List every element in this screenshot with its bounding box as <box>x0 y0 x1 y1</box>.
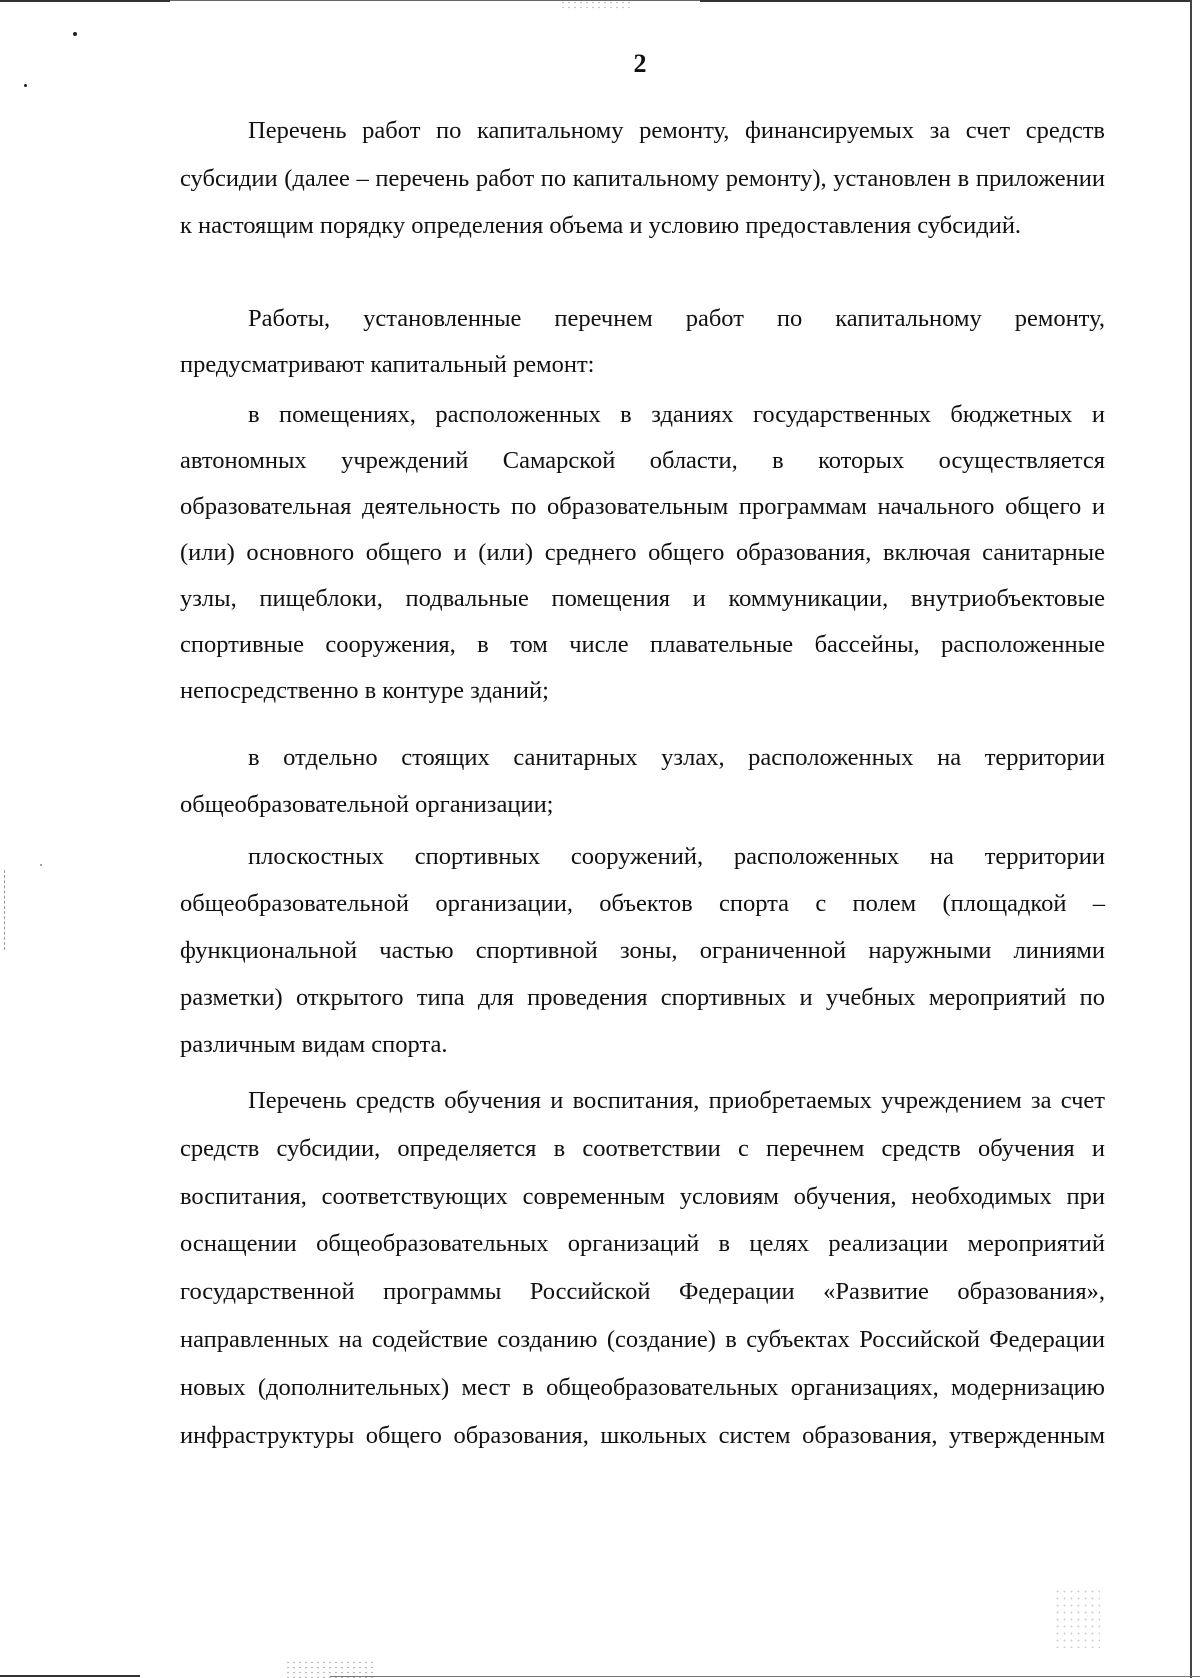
scan-edge-top-right <box>700 0 1190 2</box>
scan-speck <box>24 84 27 87</box>
paragraph-3: в помещениях, расположенных в зданиях государственных бюджетных и автономных учреждений Самарской области, в которых осуществляется образовательная деятельность по образовательным программам начального общего и (или) основного общего и (или) среднего общего образования, включая санитарные узлы, пищеблоки, подвальные помещения и коммуникации, внутриобъектовые спортивные сооружения, в том числе плавательные бассейны, расположенные непосредственно в контуре зданий; <box>180 401 1105 704</box>
paragraph-6: Перечень средств обучения и воспитания, приобретаемых учреждением за счет средств субсидии, определяется в соответствии с перечнем средств обучения и воспитания, соответствующих современным условиям обучения, необходимых при оснащении общеобразовательных организаций в целях реализации мероприятий государственной программы Российской Федерации «Развитие образования», направленных на содействие созданию (создание) в субъектах Российской Федерации новых (дополнительных) мест в общеобразовательных организациях, модернизацию инфраструктуры общего образования, школьных систем образования, утвержденным <box>180 1087 1105 1449</box>
paragraph-5: плоскостных спортивных сооружений, расположенных на территории общеобразовательной организации, объектов спорта с полем (площадкой – функциональной частью спортивной зоны, ограниченной наружными линиями разметки) открытого типа для проведения спортивных и учебных мероприятий по различным видам спорта. <box>180 843 1105 1058</box>
scan-noise <box>285 1660 375 1678</box>
scan-edge-right <box>1190 0 1192 1678</box>
scan-edge-top-left <box>0 0 170 2</box>
scan-edge-bottom-left <box>0 1675 140 1677</box>
page-number: 2 <box>633 49 647 78</box>
scan-speck <box>73 32 77 36</box>
scan-noise <box>560 0 630 10</box>
scan-noise <box>1054 1588 1100 1648</box>
paragraph-6-block <box>180 1077 1105 1459</box>
paragraph-4-block <box>180 734 1105 828</box>
paragraph-3-block <box>180 392 1105 714</box>
paragraph-2: Работы, установленные перечнем работ по капитальному ремонту, предусматривают капитальный ремонт: <box>180 305 1105 378</box>
scan-edge-left-dash <box>4 870 6 950</box>
paragraph-5-block <box>180 833 1105 1068</box>
scan-edge-bottom-right <box>330 1676 1200 1677</box>
paragraph-4: в отдельно стоящих санитарных узлах, расположенных на территории общеобразовательной организации; <box>180 744 1105 818</box>
paragraph-1: Перечень работ по капитальному ремонту, финансируемых за счет средств субсидии (далее – перечень работ по капитальному ремонту), установлен в приложении к настоящим порядку определения объема и условию предоставления субсидий. <box>180 117 1105 239</box>
scan-speck <box>40 864 42 866</box>
paragraph-1-block <box>180 107 1105 250</box>
paragraph-2-block <box>180 296 1105 387</box>
